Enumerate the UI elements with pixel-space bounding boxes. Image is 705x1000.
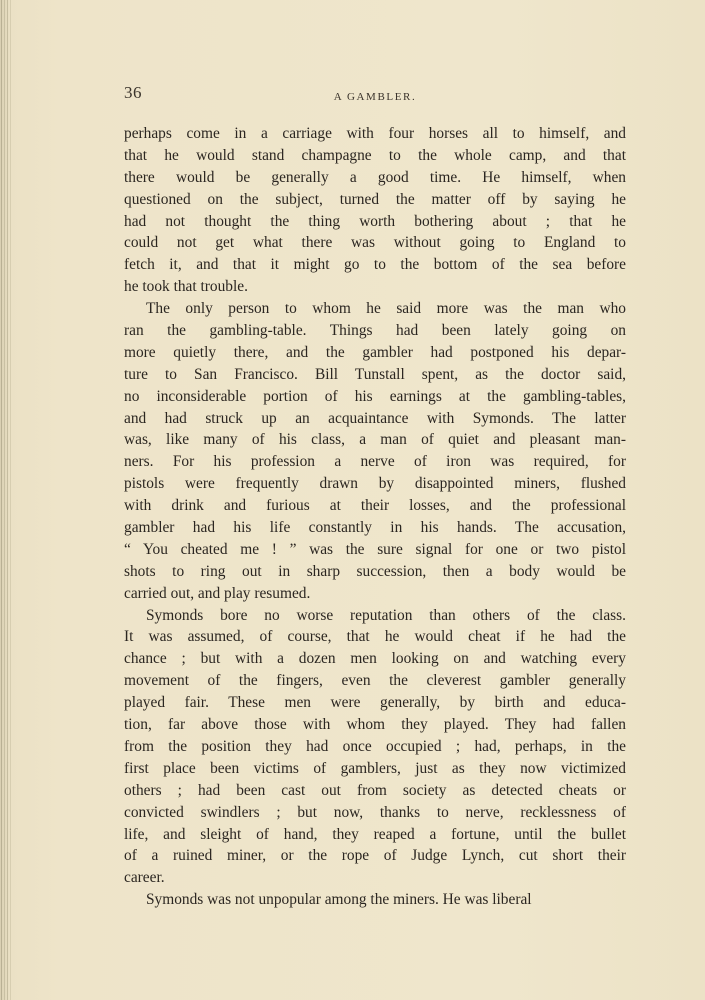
text-line: from the position they had once occupied ; had, perhaps, in the [124, 737, 626, 755]
text-line: pistols were frequently drawn by disappointed miners, flushed [124, 475, 626, 493]
text-line: It was assumed, of course, that he would cheat if he had the [124, 628, 626, 646]
text-line: with drink and furious at their losses, and the professional [124, 497, 626, 515]
text-line: movement of the fingers, even the cleverest gambler generally [124, 672, 626, 690]
text-line: could not get what there was without going to England to [124, 234, 626, 252]
text-line: shots to ring out in sharp succession, then a body would be [124, 562, 626, 580]
paragraph [124, 605, 626, 890]
text-line: ran the gambling-table. Things had been lately going on [124, 322, 626, 340]
text-line: that he would stand champagne to the whole camp, and that [124, 146, 626, 164]
text-line: played fair. These men were generally, by birth and educa- [124, 694, 626, 712]
text-line: more quietly there, and the gambler had postponed his depar- [124, 343, 626, 361]
page-number: 36 [124, 83, 142, 102]
text-line: he took that trouble. [124, 278, 248, 296]
page-header [124, 83, 626, 107]
text-line: convicted swindlers ; but now, thanks to nerve, recklessness of [124, 803, 626, 821]
text-line: there would be generally a good time. He himself, when [124, 168, 626, 186]
text-line: questioned on the subject, turned the matter off by saying he [124, 190, 626, 208]
text-line: others ; had been cast out from society as detected cheats or [124, 781, 626, 799]
text-line: chance ; but with a dozen men looking on and watching every [124, 650, 626, 668]
text-line: Symonds was not unpopular among the miners. He was liberal [146, 891, 532, 909]
text-line: first place been victims of gamblers, just as they now victimized [124, 759, 626, 777]
text-line: of a ruined miner, or the rope of Judge Lynch, cut short their [124, 847, 626, 865]
paragraph [124, 889, 626, 911]
text-line: Symonds bore no worse reputation than others of the class. [146, 606, 626, 624]
paragraph [124, 123, 626, 298]
text-line: fetch it, and that it might go to the bottom of the sea before [124, 256, 626, 274]
body-text [124, 123, 626, 911]
binding-edge [0, 0, 12, 1000]
text-line: ners. For his profession a nerve of iron was required, for [124, 453, 626, 471]
text-line: career. [124, 869, 165, 887]
text-line: was, like many of his class, a man of quiet and pleasant man- [124, 431, 626, 449]
text-line: carried out, and play resumed. [124, 584, 311, 602]
running-head: A GAMBLER. [333, 91, 417, 103]
text-line: tion, far above those with whom they played. They had fallen [124, 716, 626, 734]
text-line: “ You cheated me ! ” was the sure signal for one or two pistol [124, 540, 626, 558]
text-line: perhaps come in a carriage with four horses all to himself, and [124, 125, 626, 142]
text-line: gambler had his life constantly in his hands. The accusation, [124, 519, 626, 537]
paragraph [124, 298, 626, 604]
text-line: The only person to whom he said more was the man who [146, 300, 626, 318]
text-line: ture to San Francisco. Bill Tunstall spent, as the doctor said, [124, 365, 626, 383]
text-line: no inconsiderable portion of his earnings at the gambling-tables, [124, 387, 626, 405]
text-line: had not thought the thing worth bothering about ; that he [124, 212, 626, 230]
text-line: life, and sleight of hand, they reaped a fortune, until the bullet [124, 825, 626, 843]
text-line: and had struck up an acquaintance with Symonds. The latter [124, 409, 626, 427]
